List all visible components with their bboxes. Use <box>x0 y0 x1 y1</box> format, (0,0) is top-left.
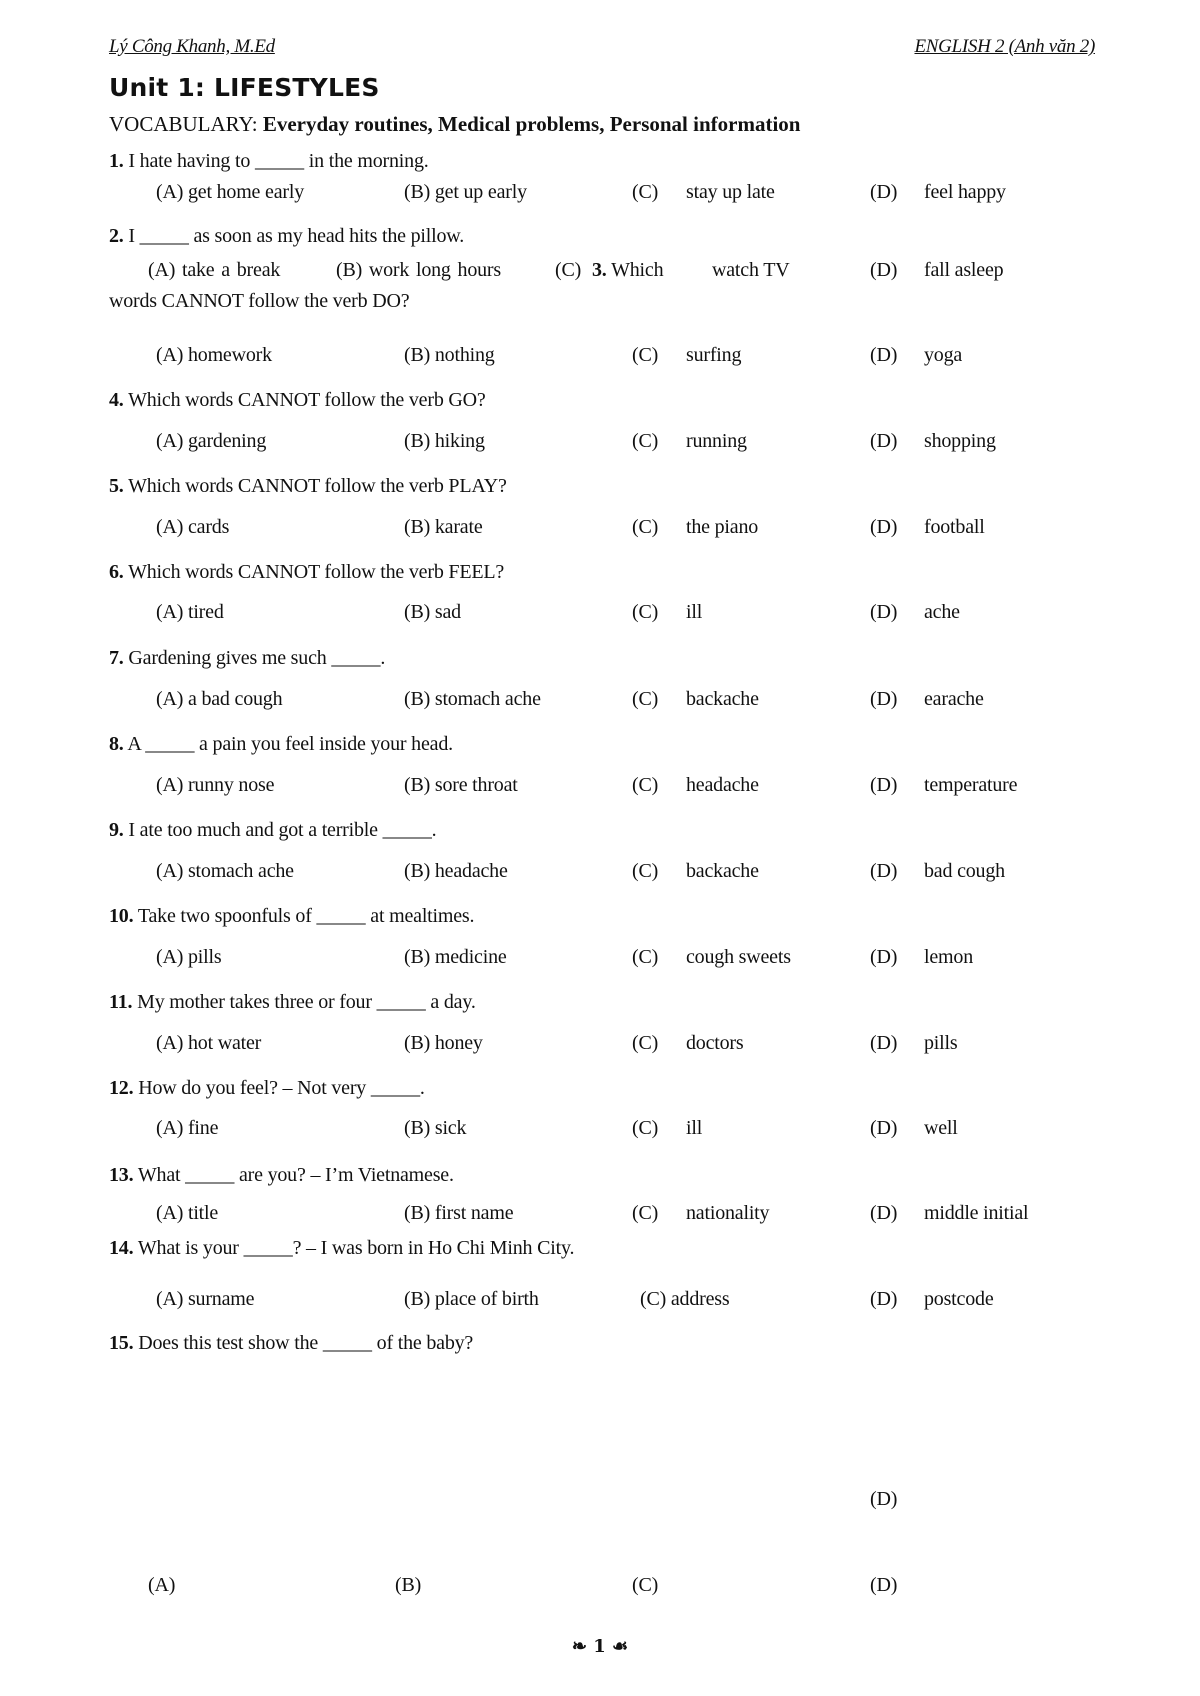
q2-option-d[interactable]: (D) fall asleep <box>870 259 1004 281</box>
question-4: 4. Which words CANNOT follow the verb GO? <box>109 389 486 411</box>
q6-option-b[interactable]: (B) sad <box>404 601 461 623</box>
q7-option-a[interactable]: (A) a bad cough <box>156 688 283 710</box>
q6-option-c[interactable]: (C) ill <box>632 601 703 623</box>
q7-option-b[interactable]: (B) stomach ache <box>404 688 541 710</box>
question-3-start: 3. Which <box>592 259 664 281</box>
q13-option-c[interactable]: (C) nationality <box>632 1202 770 1224</box>
q1-option-a[interactable]: (A) get home early <box>156 181 305 203</box>
question-14: 14. What is your _____? – I was born in Ho Chi Minh City. <box>109 1237 575 1259</box>
question-1: 1. I hate having to _____ in the morning. <box>109 150 429 172</box>
q15-option-b[interactable]: (B) <box>395 1574 422 1596</box>
q5-option-a[interactable]: (A) cards <box>156 516 230 538</box>
q3-option-d[interactable]: (D) yoga <box>870 344 963 366</box>
q3-option-b[interactable]: (B) nothing <box>404 344 495 366</box>
q1-option-b[interactable]: (B) get up early <box>404 181 527 203</box>
page-number: ❧ 1 ☙ <box>571 1636 629 1657</box>
question-15: 15. Does this test show the _____ of the baby? <box>109 1332 474 1354</box>
unit-title: Unit 1: LIFESTYLES <box>109 73 380 102</box>
q13-option-b[interactable]: (B) first name <box>404 1202 514 1224</box>
q10-option-c[interactable]: (C) cough sweets <box>632 946 791 968</box>
q11-option-d[interactable]: (D) pills <box>870 1032 958 1054</box>
question-10: 10. Take two spoonfuls of _____ at mealtimes. <box>109 905 475 927</box>
q13-option-a[interactable]: (A) title <box>156 1202 219 1224</box>
q4-option-d[interactable]: (D) shopping <box>870 430 996 452</box>
q15-option-d[interactable]: (D) <box>870 1574 898 1596</box>
author-header: Lý Công Khanh, M.Ed <box>109 36 275 57</box>
q8-option-d[interactable]: (D) temperature <box>870 774 1018 796</box>
q10-option-b[interactable]: (B) medicine <box>404 946 507 968</box>
q9-option-a[interactable]: (A) stomach ache <box>156 860 294 882</box>
q9-option-b[interactable]: (B) headache <box>404 860 508 882</box>
q1-option-d[interactable]: (D) feel happy <box>870 181 1006 203</box>
q11-option-a[interactable]: (A) hot water <box>156 1032 262 1054</box>
q6-option-d[interactable]: (D) ache <box>870 601 960 623</box>
q12-option-b[interactable]: (B) sick <box>404 1117 467 1139</box>
q2-option-a[interactable]: (A) take a break <box>148 259 281 281</box>
q11-option-c[interactable]: (C) doctors <box>632 1032 744 1054</box>
q14-option-d[interactable]: (D) postcode <box>870 1288 994 1310</box>
vocabulary-label: VOCABULARY: <box>109 112 258 136</box>
q2-option-c-text[interactable]: watch TV <box>712 259 790 281</box>
q14-option-a[interactable]: (A) surname <box>156 1288 255 1310</box>
q4-option-b[interactable]: (B) hiking <box>404 430 485 452</box>
question-11: 11. My mother takes three or four _____ a day. <box>109 991 476 1013</box>
q4-option-c[interactable]: (C) running <box>632 430 747 452</box>
q11-option-b[interactable]: (B) honey <box>404 1032 483 1054</box>
q4-option-a[interactable]: (A) gardening <box>156 430 267 452</box>
q8-option-a[interactable]: (A) runny nose <box>156 774 275 796</box>
q3-option-a[interactable]: (A) homework <box>156 344 272 366</box>
q1-option-c[interactable]: (C) stay up late <box>632 181 775 203</box>
q5-option-b[interactable]: (B) karate <box>404 516 483 538</box>
q14-option-c[interactable]: (C) address <box>640 1288 730 1310</box>
q2-option-c-letter[interactable]: (C) <box>555 259 582 281</box>
q7-option-d[interactable]: (D) earache <box>870 688 984 710</box>
q10-option-d[interactable]: (D) lemon <box>870 946 973 968</box>
q5-option-c[interactable]: (C) the piano <box>632 516 759 538</box>
q12-option-c[interactable]: (C) ill <box>632 1117 703 1139</box>
q10-option-a[interactable]: (A) pills <box>156 946 222 968</box>
q9-option-d[interactable]: (D) bad cough <box>870 860 1005 882</box>
question-13: 13. What _____ are you? – I’m Vietnamese. <box>109 1164 454 1186</box>
question-8: 8. A _____ a pain you feel inside your head. <box>109 733 453 755</box>
q5-option-d[interactable]: (D) football <box>870 516 985 538</box>
q9-option-c[interactable]: (C) backache <box>632 860 759 882</box>
q8-option-b[interactable]: (B) sore throat <box>404 774 518 796</box>
q12-option-a[interactable]: (A) fine <box>156 1117 219 1139</box>
q2-option-b[interactable]: (B) work long hours <box>336 259 501 281</box>
q8-option-c[interactable]: (C) headache <box>632 774 759 796</box>
q6-option-a[interactable]: (A) tired <box>156 601 224 623</box>
question-2: 2. I _____ as soon as my head hits the pillow. <box>109 225 465 247</box>
question-5: 5. Which words CANNOT follow the verb PLAY? <box>109 475 507 497</box>
question-9: 9. I ate too much and got a terrible _____. <box>109 819 437 841</box>
q12-option-d[interactable]: (D) well <box>870 1117 958 1139</box>
stray-option-d[interactable]: (D) <box>870 1488 898 1510</box>
q15-option-a[interactable]: (A) <box>148 1574 176 1596</box>
question-6: 6. Which words CANNOT follow the verb FEEL? <box>109 561 505 583</box>
q3-option-c[interactable]: (C) surfing <box>632 344 742 366</box>
q15-option-c[interactable]: (C) <box>632 1574 659 1596</box>
course-header: ENGLISH 2 (Anh văn 2) <box>914 36 1095 57</box>
q7-option-c[interactable]: (C) backache <box>632 688 759 710</box>
q14-option-b[interactable]: (B) place of birth <box>404 1288 539 1310</box>
vocabulary-topics: Everyday routines, Medical problems, Personal information <box>262 112 801 136</box>
question-7: 7. Gardening gives me such _____. <box>109 647 386 669</box>
vocabulary-line <box>109 112 800 137</box>
question-12: 12. How do you feel? – Not very _____. <box>109 1077 425 1099</box>
q13-option-d[interactable]: (D) middle initial <box>870 1202 1029 1224</box>
question-3-text: words CANNOT follow the verb DO? <box>109 290 410 312</box>
